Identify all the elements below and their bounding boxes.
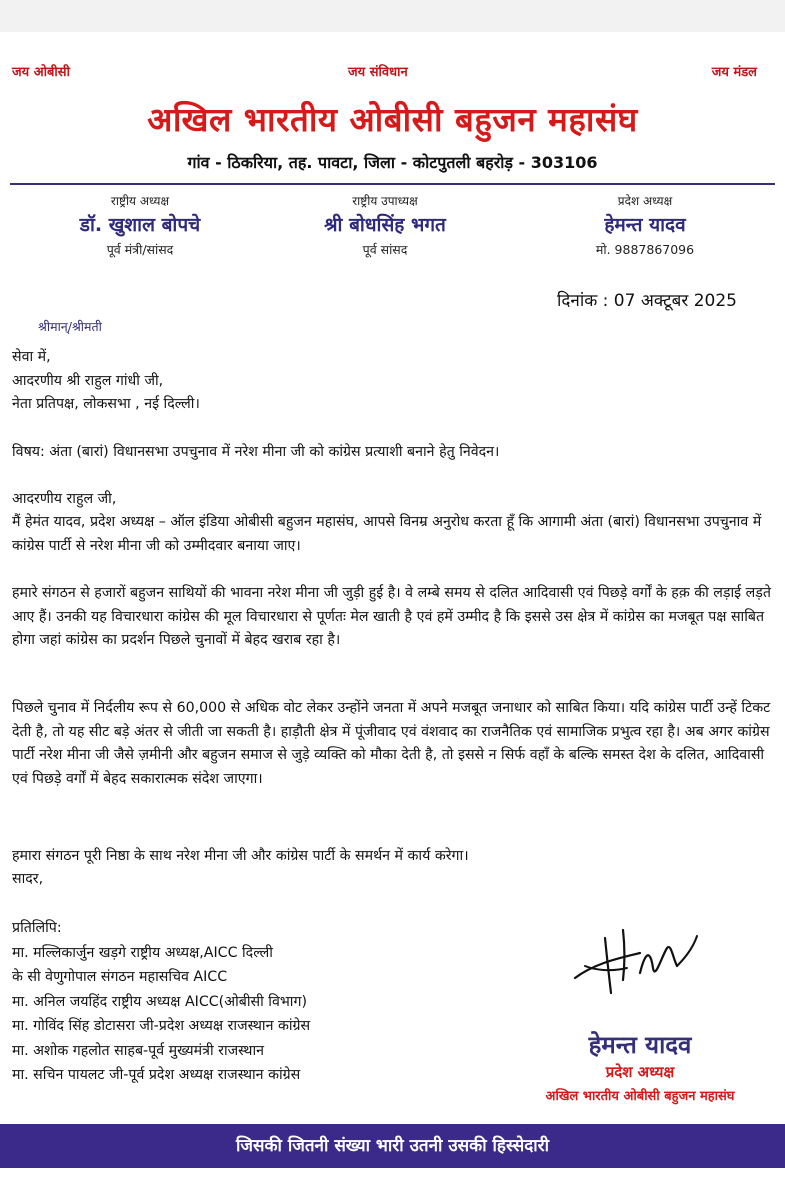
- letter-closing: सादर,: [12, 871, 44, 887]
- officer-title: राष्ट्रीय उपाध्यक्ष: [352, 194, 418, 208]
- letter-paragraph-4: हमारा संगठन पूरी निष्ठा के साथ नरेश मीना जी और कांग्रेस पार्टी के समर्थन में कार्य करेगा।: [12, 848, 469, 864]
- top-margin: [0, 0, 785, 32]
- cc-item: मा. सचिन पायलट जी-पूर्व प्रदेश अध्यक्ष राजस्थान कांग्रेस: [12, 1067, 301, 1083]
- recipient-block: [12, 346, 772, 417]
- signer-role: प्रदेश अध्यक्ष: [605, 1063, 675, 1081]
- letter-paragraph-2: हमारे संगठन से हजारों बहुजन साथियों की भावना नरेश मीना जी जुड़ी हुई है। वे लम्बे समय से दलित आदिवासी एवं पिछड़े वर्गों के हक़ की लड़ाई लड़ते आए हैं। उनकी यह विचारधारा कांग्रेस की मूल विचारधारा से पूर्णतः मेल खाती है एवं हमें उम्मीद है कि इससे उस क्षेत्र में कांग्रेस का मजबूत पक्ष साबित होगा जहां कांग्रेस का प्रदर्शन पिछले चुनावों में बेहद खराब रहा है।: [12, 585, 771, 648]
- header-divider: [10, 183, 775, 185]
- officer-name: हेमन्त यादव: [604, 214, 686, 236]
- handwritten-signature: [565, 918, 715, 1000]
- letter-paragraph-3: पिछले चुनाव में निर्दलीय रूप से 60,000 से अधिक वोट लेकर उन्होंने जनता में अपने मजबूत जनाधार को साबित किया। यदि कांग्रेस पार्टी उन्हें टिकट देती है, तो यह सीट बड़े अंतर से जीती जा सकती है। हाड़ौती क्षेत्र में पूंजीवाद एवं वंशवाद का राजनैतिक एवं सामाजिक प्रभुत्व रहा है। अब अगर कांग्रेस पार्टी नरेश मीना जी जैसे ज़मीनी और बहुजन समाज से जुड़े व्यक्ति को मौका देती है, तो इससे न सिर्फ वहाँ के बल्कि समस्त देश के दलित, आदिवासी एवं पिछड़े वर्गों में बेहद सकारात्मक संदेश जाएगा।: [12, 700, 771, 787]
- letter-paragraph-1: मैं हेमंत यादव, प्रदेश अध्यक्ष – ऑल इंडिया ओबीसी बहुजन महासंघ, आपसे विनम्र अनुरोध करता हूँ कि आगामी अंता (बारां) विधानसभा उपचुनाव में कांग्रेस पार्टी से नरेश मीना जी को उम्मीदवार बनाया जाए।: [12, 514, 762, 554]
- cc-item: मा. गोविंद सिंह डोटासरा जी-प्रदेश अध्यक्ष राजस्थान कांग्रेस: [12, 1018, 311, 1034]
- letter-greeting: आदरणीय राहुल जी,: [12, 491, 117, 507]
- officer-name: श्री बोधसिंह भगत: [324, 214, 446, 236]
- recipient-line: नेता प्रतिपक्ष, लोकसभा , नई दिल्ली।: [12, 396, 200, 412]
- org-address: गांव - ठिकरिया, तह. पावटा, जिला - कोटपुतली बहरोड़ - 303106: [187, 153, 598, 172]
- cc-heading: प्रतिलिपि:: [12, 920, 62, 936]
- officer-subtitle: पूर्व मंत्री/सांसद: [106, 242, 174, 257]
- cc-item: के सी वेणुगोपाल संगठन महासचिव AICC: [12, 969, 228, 985]
- officer-phone: मो. 9887867096: [595, 242, 695, 257]
- salutation-placeholder: श्रीमान्/श्रीमती: [38, 319, 102, 334]
- officer-national-vice-president: [270, 192, 500, 258]
- bottom-margin: [0, 1168, 785, 1200]
- cc-item: मा. अनिल जयहिंद राष्ट्रीय अध्यक्ष AICC(ओबीसी विभाग): [12, 993, 307, 1010]
- letter-subject: विषय: अंता (बारां) विधानसभा उपचुनाव में नरेश मीना जी को कांग्रेस प्रत्याशी बनाने हेतु निवेदन।: [12, 444, 500, 460]
- officer-national-president: [25, 192, 255, 258]
- officer-title: प्रदेश अध्यक्ष: [617, 194, 673, 208]
- officer-state-president: [530, 192, 760, 258]
- tag-center: जय संविधान: [348, 65, 408, 80]
- recipient-line: सेवा में,: [12, 349, 51, 365]
- letter-date: दिनांक : 07 अक्टूबर 2025: [556, 291, 737, 311]
- recipient-line: आदरणीय श्री राहुल गांधी जी,: [12, 372, 164, 389]
- tag-right: जय मंडल: [711, 65, 757, 80]
- signer-name: हेमन्त यादव: [588, 1031, 692, 1059]
- cc-item: मा. मल्लिकार्जुन खड़गे राष्ट्रीय अध्यक्ष,AICC दिल्ली: [12, 944, 273, 961]
- officer-name: डॉ. खुशाल बोपचे: [79, 214, 201, 236]
- signer-organization: अखिल भारतीय ओबीसी बहुजन महासंघ: [545, 1089, 735, 1104]
- cc-block: [12, 916, 532, 1088]
- footer-slogan-banner: जिसकी जितनी संख्या भारी उतनी उसकी हिस्सेदारी: [0, 1124, 785, 1168]
- officer-title: राष्ट्रीय अध्यक्ष: [110, 194, 170, 208]
- officer-subtitle: पूर्व सांसद: [362, 242, 408, 257]
- org-title: अखिल भारतीय ओबीसी बहुजन महासंघ: [147, 100, 638, 139]
- cc-item: मा. अशोक गहलोत साहब-पूर्व मुख्यमंत्री राजस्थान: [12, 1042, 264, 1059]
- tag-left: जय ओबीसी: [12, 65, 70, 80]
